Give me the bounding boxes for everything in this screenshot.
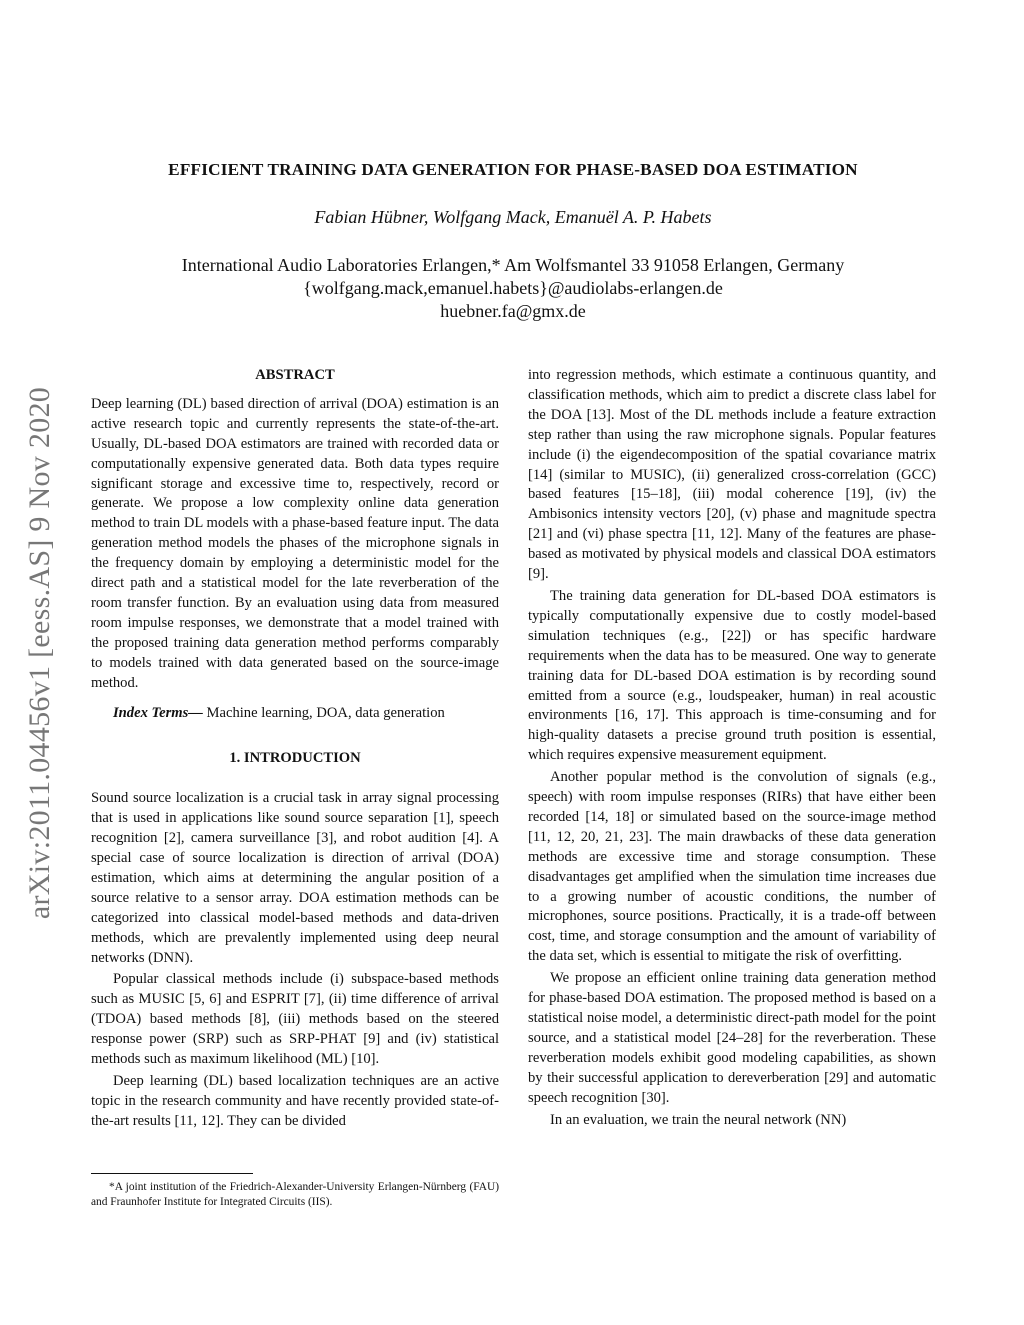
arxiv-identifier-text: arXiv:2011.04456v1 [eess.AS] 9 Nov 2020 <box>23 386 57 919</box>
affiliation-emails: {wolfgang.mack,emanuel.habets}@audiolabs-erlangen.de <box>303 278 723 298</box>
intro-paragraph-2: Popular classical methods include (i) subspace-based methods such as MUSIC [5, 6] and ESPRIT [7], (ii) time difference of arrival (TDOA) based methods [8], (iii) methods based on the steered response power (SRP) such as SRP-PHAT [9] and (iv) statistical methods such as maximum likelihood (ML) [10]. <box>91 971 499 1068</box>
affiliation-email-2: huebner.fa@gmx.de <box>440 301 586 321</box>
footnote-rule <box>91 1173 253 1174</box>
right-paragraph-2: The training data generation for DL-based DOA estimators is typically computationally expensive due to costly model-based simulation techniques (e.g., [22]) or has specific hardware requirements when the data has to be measured. One way to generate training data for DL-based DOA estimation is by recording sound emitted from a source (e.g., loudspeaker, human) in real acoustic environments [16, 17]. This approach is time-consuming and for high-quality datasets a precise ground truth position is essential, which requires expensive measurement equipment. <box>528 587 936 764</box>
index-terms <box>91 704 499 724</box>
paper-title: EFFICIENT TRAINING DATA GENERATION FOR PHASE-BASED DOA ESTIMATION <box>168 160 858 179</box>
index-terms-text: Machine learning, DOA, data generation <box>202 704 445 721</box>
introduction-heading: 1. INTRODUCTION <box>229 750 361 767</box>
affiliation-block <box>90 254 936 323</box>
index-terms-label: Index Terms— <box>113 704 203 721</box>
intro-paragraph-1: Sound source localization is a crucial task in array signal processing that is used in applications like sound source separation [1], speech recognition [2], camera surveillance [3], and robot audition [4]. A special case of source localization is direction of arrival (DOA) estimation, which aims at determining the angular position of a source relative to a sensor array. DOA estimation methods can be categorized into classical model-based methods and data-driven methods, which are prevalently implemented using deep neural networks (DNN). <box>91 790 499 966</box>
right-paragraph-4: We propose an efficient online training data generation method for phase-based DOA estimation. The proposed method is based on a statistical noise model, a deterministic direct-path model for the point source, and a statistical model [24–28] for the reverberation. These reverberation models exhibit good modeling capabilities, as shown by their successful application to dereverberation [29] and automatic speech recognition [30]. <box>528 970 936 1106</box>
footnote: *A joint institution of the Friedrich-Alexander-University Erlangen-Nürnberg (FAU) and Fraunhofer Institute for Integrated Circuits (IIS). <box>91 1181 499 1208</box>
right-paragraph-5: In an evaluation, we train the neural network (NN) <box>550 1111 847 1128</box>
right-paragraph-1: into regression methods, which estimate a continuous quantity, and classification methods, which aim to predict a discrete class label for the DOA [13]. Most of the DL methods include a feature extraction step rather than using the raw microphone signals. Popular features include (i) the eigendecomposition of the spatial covariance matrix [14] (similar to MUSIC), (ii) generalized cross-correlation (GCC) based features [15–18], (iii) modal coherence [19], (iv) the Ambisonics intensity vectors [20], (v) phase and magnitude spectra [21] and (vi) phase spectra [11, 12]. Many of the features are phase-based as motivated by physical models and classical DOA estimators [9]. <box>528 367 936 583</box>
affiliation-line: International Audio Laboratories Erlangen,* Am Wolfsmantel 33 91058 Erlangen, Germany <box>181 255 845 275</box>
left-column <box>91 366 499 1132</box>
right-column <box>528 366 936 1130</box>
intro-paragraph-3: Deep learning (DL) based localization techniques are an active topic in the research community and have recently provided state-of-the-art results [11, 12]. They can be divided <box>91 1073 499 1129</box>
abstract-text: Deep learning (DL) based direction of arrival (DOA) estimation is an active research topic and currently represents the state-of-the-art. Usually, DL-based DOA estimators are trained with recorded data or computationally expensive generated data. Both data types require significant storage and excessive time to, respectively, record or generate. We propose a low complexity online data generation method to train DL models with a phase-based feature input. The data generation method models the phases of the microphone signals in the frequency domain by employing a deterministic model for the direct path and a statistical model for the late reverberation of the room transfer function. By an evaluation using data from measured room impulse responses, we demonstrate that a model trained with the proposed training data generation method performs comparably to models trained with data generated based on the source-image method. <box>91 395 499 691</box>
abstract-heading: ABSTRACT <box>255 367 335 383</box>
right-paragraph-3: Another popular method is the convolution of signals (e.g., speech) with room impulse responses (RIRs) that have either been recorded [14, 18] or simulated based on the source-image method [11, 12, 20, 21, 23]. The main drawbacks of these data generation methods are excessive time and storage consumption. These disadvantages get amplified when the simulation time increases due to a growing number of acoustic conditions, the number of microphones, source positions. Practically, it is a trade-off between cost, time, and storage consumption and the amount of variability of the data set, which is essential to mitigate the risk of overfitting. <box>528 769 936 965</box>
arxiv-identifier <box>10 345 70 960</box>
paper-authors: Fabian Hübner, Wolfgang Mack, Emanuël A. P. Habets <box>314 207 712 227</box>
